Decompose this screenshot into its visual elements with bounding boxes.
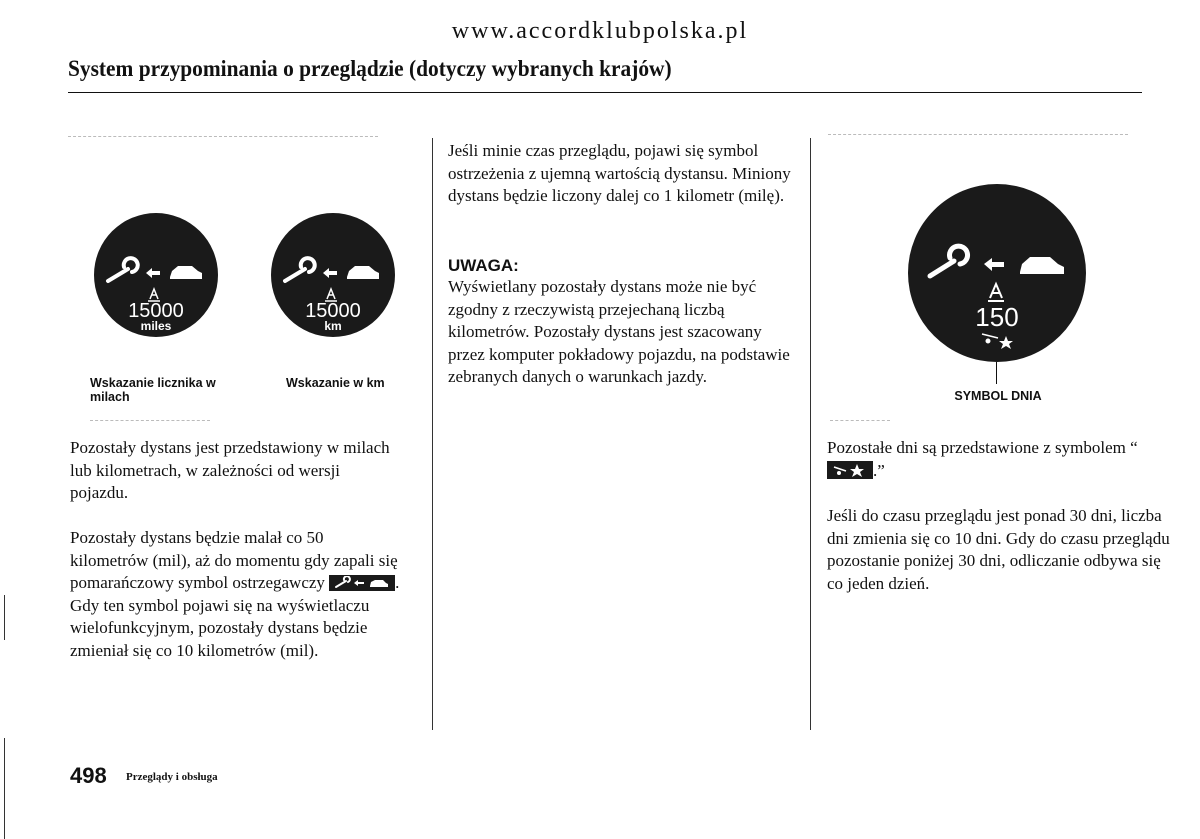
left-paragraph-2-start: Pozostały dystans będzie malał co 50 kilometrów (mil), aż do momentu gdy zapali się pomarańczowy symbol ostrzegawczy <box>70 528 398 592</box>
margin-mark <box>4 595 5 640</box>
wrench-icon <box>930 246 968 276</box>
display-days <box>908 184 1086 362</box>
sun-star-icon <box>982 334 1013 349</box>
page-number: 498 <box>70 763 107 788</box>
column-divider-left <box>432 138 433 730</box>
caption-km: Wskazanie w km <box>286 376 385 390</box>
section-name: Przeglądy i obsługa <box>126 771 218 783</box>
car-icon <box>347 266 379 279</box>
left-paragraph-2 <box>70 527 400 662</box>
display-value: 150 <box>975 302 1019 332</box>
display-value: 15000 <box>305 300 361 322</box>
wrench-icon <box>108 258 138 281</box>
arrow-left-icon <box>984 258 1004 271</box>
warning-symbol-icon <box>329 575 395 591</box>
display-value: 15000 <box>128 300 184 322</box>
scan-mark <box>90 420 210 422</box>
right-paragraph-2: Jeśli do czasu przeglądu jest ponad 30 dni, liczba dni zmienia się co 10 dni. Gdy do czasu przeglądu pozostanie poniżej 30 dni, odliczanie odbywa się co jeden dzień. <box>827 506 1170 593</box>
page-title: System przypominania o przeglądzie (dotyczy wybranych krajów) <box>68 56 672 81</box>
caption-miles: Wskazanie licznika w milach <box>90 376 216 404</box>
scan-mark <box>828 134 1128 136</box>
middle-paragraph-1: Jeśli minie czas przeglądu, pojawi się symbol ostrzeżenia z ujemną wartością dystansu. Miniony dystans będzie liczony dalej co 1 kilometr (milę). <box>448 141 791 205</box>
right-paragraph-1-start: Pozostałe dni są przedstawione z symbolem “ <box>827 438 1138 457</box>
display-unit: km <box>324 319 342 333</box>
pointer-line <box>996 362 997 384</box>
car-icon <box>170 266 202 279</box>
header-rule <box>68 92 1142 93</box>
left-paragraph-1: Pozostały dystans jest przedstawiony w milach lub kilometrach, w zależności od wersji pojazdu. <box>70 438 390 502</box>
note-heading: UWAGA: <box>448 256 519 275</box>
arrow-left-icon <box>323 268 337 278</box>
display-unit: miles <box>140 319 172 333</box>
note-text: Wyświetlany pozostały dystans może nie być zgodny z rzeczywistą przejechaną liczbą kilometrów. Pozostały dystans jest szacowany przez komputer pokładowy pojazdu, na podstawie zebranych danych o warunkach jazdy. <box>448 277 790 386</box>
right-paragraph-1 <box>827 437 1172 482</box>
right-paragraph-1-end: .” <box>873 460 885 480</box>
scan-mark <box>68 136 378 138</box>
car-icon <box>1020 257 1064 274</box>
left-paragraph-2-end: . Gdy ten symbol pojawi się na wyświetlaczu wielofunkcyjnym, pozostały dystans będzie zmieniał się co 10 kilometrów (mil). <box>70 573 400 660</box>
column-divider-right <box>810 138 811 730</box>
maintenance-a-icon <box>988 284 1004 301</box>
scan-mark <box>830 420 890 422</box>
display-km <box>271 213 395 337</box>
wrench-icon <box>285 258 315 281</box>
margin-mark-bottom <box>4 738 5 839</box>
symbol-label: SYMBOL DNIA <box>954 389 1042 403</box>
arrow-left-icon <box>146 268 160 278</box>
site-url: www.accordklubpolska.pl <box>451 18 749 44</box>
sun-star-icon <box>827 461 873 479</box>
display-miles <box>94 213 218 337</box>
